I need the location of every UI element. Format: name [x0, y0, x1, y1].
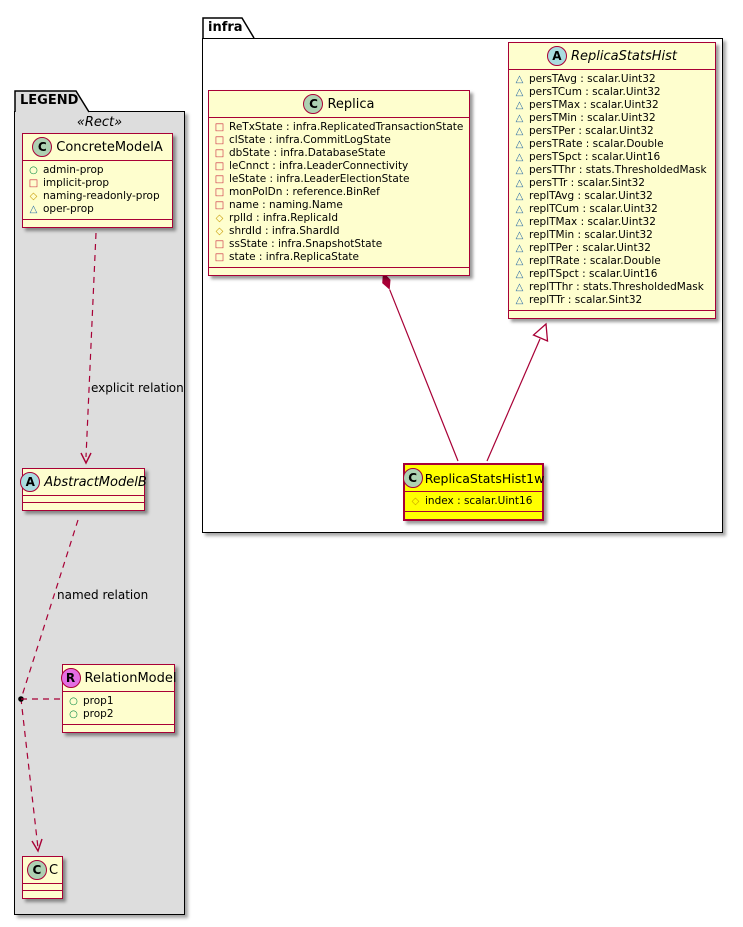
- field-triangle-icon: [514, 204, 525, 215]
- attribute-row: [514, 138, 709, 151]
- field-square-icon: [214, 252, 225, 263]
- attribute-row: [214, 160, 463, 173]
- attribute-row: [514, 190, 709, 203]
- field-square-icon: [214, 122, 225, 133]
- field-diamond-icon: [214, 213, 225, 224]
- field-triangle-icon: [514, 230, 525, 241]
- attribute-row: [514, 268, 709, 281]
- class-name: ConcreteModelA: [56, 139, 163, 155]
- attribute-text: replTCum : scalar.Uint32: [529, 203, 658, 215]
- attribute-row: [214, 225, 463, 238]
- class-title: [63, 665, 177, 692]
- attribute-text: prop2: [83, 708, 114, 720]
- class-title: [23, 134, 172, 161]
- attribute-row: [214, 251, 463, 264]
- field-triangle-icon: [514, 74, 525, 85]
- attribute-text: state : infra.ReplicaState: [229, 251, 359, 263]
- attribute-row: [514, 242, 709, 255]
- class-name: RelationModel: [84, 670, 177, 686]
- attribute-row: [214, 212, 463, 225]
- field-triangle-icon: [514, 217, 525, 228]
- attribute-row: [214, 173, 463, 186]
- abstract-spot-icon: A: [547, 46, 567, 66]
- attribute-text: monPolDn : reference.BinRef: [229, 186, 380, 198]
- attribute-list: [405, 492, 542, 512]
- empty-compartment: [23, 884, 62, 891]
- attribute-text: persTMin : scalar.Uint32: [529, 112, 656, 124]
- field-triangle-icon: [514, 87, 525, 98]
- attribute-list: [509, 70, 715, 311]
- explicit-relation-label: explicit relation: [91, 381, 184, 395]
- attribute-text: ssState : infra.SnapshotState: [229, 238, 383, 250]
- class-name: Replica: [327, 96, 375, 112]
- attribute-row: [28, 203, 166, 216]
- attribute-text: persTSpct : scalar.Uint16: [529, 151, 661, 163]
- field-triangle-icon: [514, 126, 525, 137]
- class-title: [509, 43, 715, 70]
- field-triangle-icon: [514, 152, 525, 163]
- attribute-text: rplId : infra.ReplicaId: [229, 212, 338, 224]
- field-circle-icon: [68, 709, 79, 720]
- attribute-row: [514, 164, 709, 177]
- attribute-row: [514, 112, 709, 125]
- attribute-row: [514, 203, 709, 216]
- class-title: [209, 91, 469, 118]
- attribute-text: replTTr : scalar.Sint32: [529, 294, 643, 306]
- field-circle-icon: [28, 165, 39, 176]
- attribute-row: [214, 134, 463, 147]
- attribute-row: [68, 708, 168, 721]
- field-diamond-icon: [410, 496, 421, 507]
- empty-compartment: [405, 512, 542, 519]
- attribute-row: [514, 294, 709, 307]
- attribute-text: shrdId : infra.ShardId: [229, 225, 340, 237]
- field-square-icon: [214, 187, 225, 198]
- field-triangle-icon: [514, 191, 525, 202]
- field-triangle-icon: [514, 243, 525, 254]
- attribute-row: [514, 229, 709, 242]
- field-diamond-icon: [28, 191, 39, 202]
- attribute-row: [28, 164, 166, 177]
- relation-spot-icon: R: [61, 668, 81, 688]
- attribute-row: [514, 86, 709, 99]
- attribute-text: leCnnct : infra.LeaderConnectivity: [229, 160, 409, 172]
- attribute-row: [514, 151, 709, 164]
- attribute-list: [63, 692, 174, 725]
- empty-compartment: [209, 268, 469, 275]
- attribute-row: [514, 73, 709, 86]
- class-name: AbstractModelB: [44, 474, 147, 490]
- attribute-text: index : scalar.Uint16: [425, 495, 533, 507]
- empty-compartment: [63, 725, 174, 732]
- attribute-list: [23, 161, 172, 220]
- attribute-row: [514, 99, 709, 112]
- field-square-icon: [214, 148, 225, 159]
- class-spot-icon: C: [32, 137, 52, 157]
- attribute-row: [214, 199, 463, 212]
- attribute-text: implicit-prop: [43, 177, 110, 189]
- attribute-row: [514, 255, 709, 268]
- attribute-row: [214, 238, 463, 251]
- attribute-row: [28, 177, 166, 190]
- class-concrete-model-a: [22, 133, 173, 228]
- attribute-row: [214, 121, 463, 134]
- field-triangle-icon: [514, 139, 525, 150]
- field-triangle-icon: [514, 282, 525, 293]
- field-square-icon: [214, 239, 225, 250]
- field-triangle-icon: [514, 256, 525, 267]
- class-name: C: [48, 862, 59, 878]
- field-square-icon: [214, 174, 225, 185]
- attribute-text: admin-prop: [43, 164, 104, 176]
- attribute-text: replTThr : stats.ThresholdedMask: [529, 281, 704, 293]
- empty-compartment: [509, 311, 715, 318]
- field-triangle-icon: [514, 113, 525, 124]
- field-triangle-icon: [514, 295, 525, 306]
- class-spot-icon: C: [403, 468, 423, 488]
- class-abstract-model-b: [22, 468, 145, 511]
- attribute-text: persTMax : scalar.Uint32: [529, 99, 659, 111]
- attribute-row: [68, 695, 168, 708]
- empty-compartment: [23, 496, 144, 503]
- attribute-text: replTAvg : scalar.Uint32: [529, 190, 653, 202]
- named-relation-label: named relation: [57, 588, 149, 602]
- attribute-text: persTThr : stats.ThresholdedMask: [529, 164, 707, 176]
- class-spot-icon: C: [27, 860, 47, 880]
- class-title: [23, 469, 147, 496]
- attribute-row: [28, 190, 166, 203]
- attribute-text: persTCum : scalar.Uint32: [529, 86, 661, 98]
- attribute-text: replTMin : scalar.Uint32: [529, 229, 653, 241]
- field-triangle-icon: [28, 204, 39, 215]
- class-name: ReplicaStatsHist: [570, 48, 678, 64]
- field-square-icon: [214, 135, 225, 146]
- attribute-row: [514, 216, 709, 229]
- class-replica: [208, 90, 470, 276]
- field-square-icon: [28, 178, 39, 189]
- attribute-text: leState : infra.LeaderElectionState: [229, 173, 410, 185]
- class-c: [22, 856, 63, 899]
- attribute-text: replTMax : scalar.Uint32: [529, 216, 656, 228]
- field-circle-icon: [68, 696, 79, 707]
- attribute-text: clState : infra.CommitLogState: [229, 134, 391, 146]
- attribute-list: [209, 118, 469, 268]
- field-square-icon: [214, 200, 225, 211]
- attribute-text: persTTr : scalar.Sint32: [529, 177, 645, 189]
- attribute-text: replTRate : scalar.Double: [529, 255, 661, 267]
- class-title: [23, 857, 62, 884]
- legend-stereotype: «Rect»: [76, 115, 123, 130]
- infra-package-name: infra: [208, 20, 243, 35]
- attribute-row: [214, 186, 463, 199]
- legend-package-name: LEGEND: [20, 93, 79, 108]
- attribute-text: persTAvg : scalar.Uint32: [529, 73, 656, 85]
- attribute-text: persTRate : scalar.Double: [529, 138, 664, 150]
- attribute-text: naming-readonly-prop: [43, 190, 160, 202]
- class-relation-model: [62, 664, 175, 733]
- field-triangle-icon: [514, 178, 525, 189]
- attribute-text: prop1: [83, 695, 114, 707]
- attribute-row: [410, 495, 536, 508]
- attribute-text: replTPer : scalar.Uint32: [529, 242, 651, 254]
- empty-compartment: [23, 220, 172, 227]
- attribute-row: [214, 147, 463, 160]
- class-name: ReplicaStatsHist1w: [424, 470, 545, 486]
- field-square-icon: [214, 161, 225, 172]
- class-title: [405, 465, 545, 492]
- attribute-text: dbState : infra.DatabaseState: [229, 147, 386, 159]
- field-triangle-icon: [514, 100, 525, 111]
- empty-compartment: [23, 503, 144, 510]
- attribute-text: persTPer : scalar.Uint32: [529, 125, 654, 137]
- field-triangle-icon: [514, 165, 525, 176]
- field-diamond-icon: [214, 226, 225, 237]
- attribute-text: ReTxState : infra.ReplicatedTransactionState: [229, 121, 464, 133]
- attribute-text: replTSpct : scalar.Uint16: [529, 268, 658, 280]
- abstract-spot-icon: A: [20, 472, 40, 492]
- field-triangle-icon: [514, 269, 525, 280]
- class-replica-stats-hist: [508, 42, 716, 319]
- attribute-text: name : naming.Name: [229, 199, 343, 211]
- attribute-row: [514, 281, 709, 294]
- legend-package-body: [14, 111, 185, 915]
- class-spot-icon: C: [303, 94, 323, 114]
- attribute-text: oper-prop: [43, 203, 94, 215]
- empty-compartment: [23, 891, 62, 898]
- attribute-row: [514, 125, 709, 138]
- class-replica-stats-hist-1w: [403, 463, 544, 521]
- attribute-row: [514, 177, 709, 190]
